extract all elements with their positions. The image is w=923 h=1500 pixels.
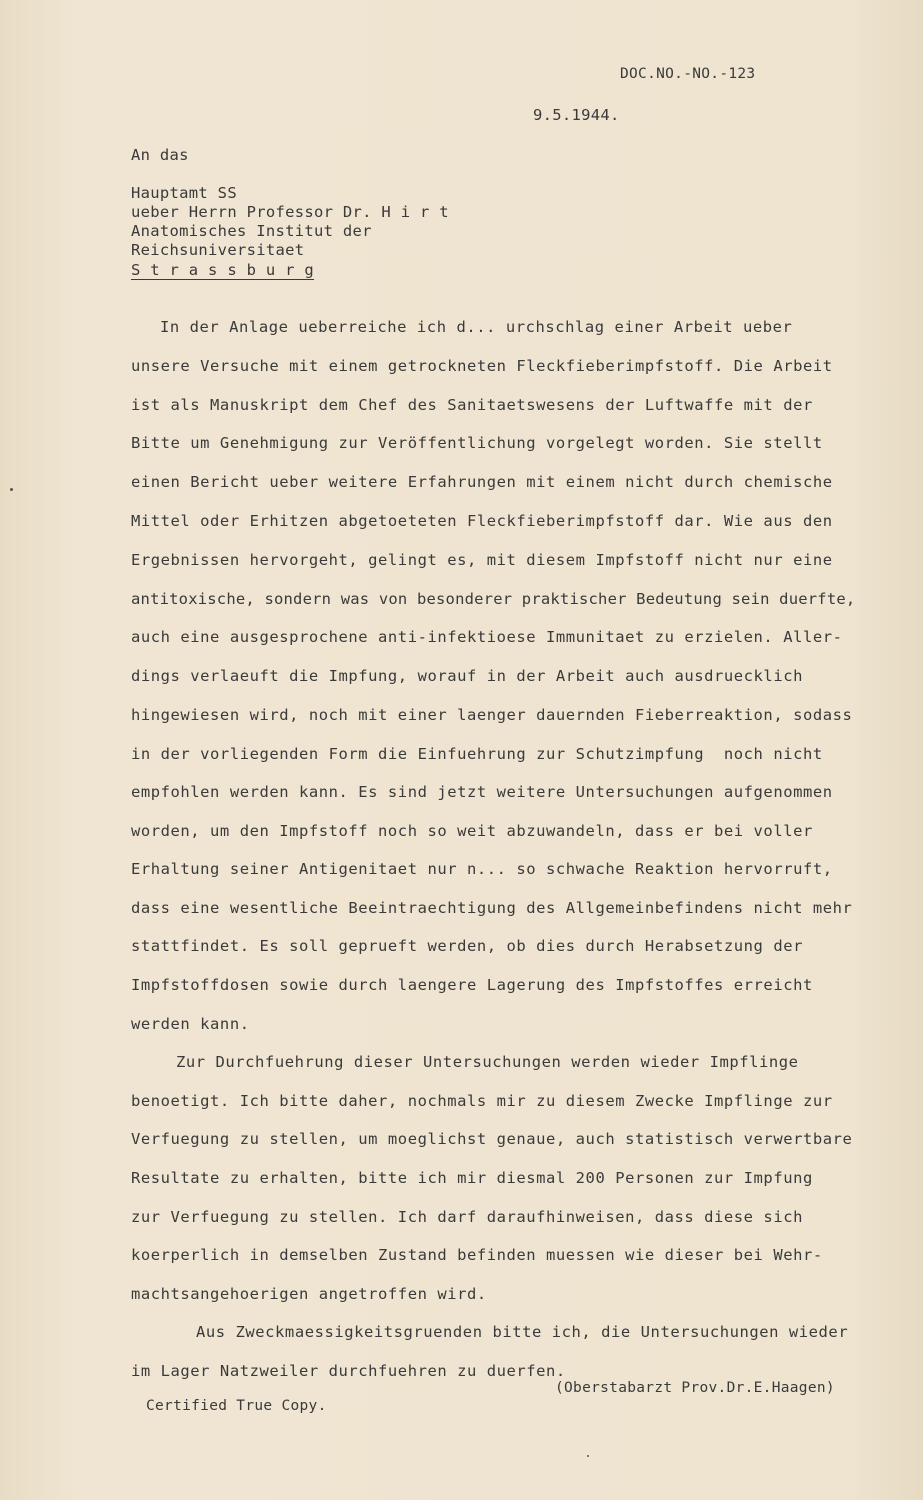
paragraph-line: antitoxische, sondern was von besonderer praktischer Bedeutung sein duerfte,: [131, 590, 856, 608]
paragraph-line: dings verlaeuft die Impfung, worauf in der Arbeit auch ausdruecklich: [131, 667, 803, 685]
paragraph-line: Aus Zweckmaessigkeitsgruenden bitte ich, die Untersuchungen wieder: [196, 1323, 849, 1341]
address-salutation: An das: [131, 146, 189, 164]
paragraph-line: zur Verfuegung zu stellen. Ich darf daraufhinweisen, dass diese sich: [131, 1208, 803, 1226]
paragraph-line: In der Anlage ueberreiche ich d... urchschlag einer Arbeit ueber: [160, 318, 793, 336]
paragraph-line: Verfuegung zu stellen, um moeglichst genaue, auch statistisch verwertbare: [131, 1130, 853, 1148]
paragraph-line: Mittel oder Erhitzen abgetoeteten Fleckfieberimpfstoff dar. Wie aus den: [131, 512, 833, 530]
paper-speck: [587, 1455, 589, 1457]
address-line: ueber Herrn Professor Dr. H i r t: [131, 203, 449, 221]
letter-date: 9.5.1944.: [533, 106, 620, 124]
address-city: S t r a s s b u r g: [131, 261, 315, 279]
certification-note: Certified True Copy.: [146, 1398, 327, 1414]
paragraph-line: worden, um den Impfstoff noch so weit abzuwandeln, dass er bei voller: [131, 822, 813, 840]
address-line: Hauptamt SS: [131, 184, 237, 202]
paragraph-line: benoetigt. Ich bitte daher, nochmals mir zu diesem Zwecke Impflinge zur: [131, 1092, 833, 1110]
paragraph-line: Bitte um Genehmigung zur Veröffentlichung vorgelegt worden. Sie stellt: [131, 434, 823, 452]
address-line: Reichsuniversitaet: [131, 241, 305, 259]
paragraph-line: stattfindet. Es soll geprueft werden, ob dies durch Herabsetzung der: [131, 937, 803, 955]
paragraph-line: in der vorliegenden Form die Einfuehrung zur Schutzimpfung noch nicht: [131, 745, 823, 763]
paragraph-line: empfohlen werden kann. Es sind jetzt weitere Untersuchungen aufgenommen: [131, 783, 833, 801]
paragraph-line: Erhaltung seiner Antigenitaet nur n... so schwache Reaktion hervorruft,: [131, 860, 833, 878]
paragraph-line: hingewiesen wird, noch mit einer laenger dauernden Fieberreaktion, sodass: [131, 706, 853, 724]
document-number: DOC.NO.-NO.-123: [620, 66, 756, 82]
paragraph-line: ist als Manuskript dem Chef des Sanitaetswesens der Luftwaffe mit der: [131, 396, 813, 414]
paragraph-line: Zur Durchfuehrung dieser Untersuchungen werden wieder Impflinge: [176, 1053, 799, 1071]
paragraph-line: unsere Versuche mit einem getrockneten Fleckfieberimpfstoff. Die Arbeit: [131, 357, 833, 375]
paragraph-line: auch eine ausgesprochene anti-infektioese Immunitaet zu erzielen. Aller-: [131, 628, 843, 646]
paragraph-line: Ergebnissen hervorgeht, gelingt es, mit diesem Impfstoff nicht nur eine: [131, 551, 833, 569]
paragraph-line: im Lager Natzweiler durchfuehren zu duerfen.: [131, 1362, 566, 1380]
address-line: Anatomisches Institut der: [131, 222, 372, 240]
paragraph-line: machtsangehoerigen angetroffen wird.: [131, 1285, 487, 1303]
paper-speck: [10, 488, 13, 491]
paragraph-line: dass eine wesentliche Beeintraechtigung des Allgemeinbefindens nicht mehr: [131, 899, 853, 917]
paragraph-line: Impfstoffdosen sowie durch laengere Lagerung des Impfstoffes erreicht: [131, 976, 813, 994]
signature: (Oberstabarzt Prov.Dr.E.Haagen): [555, 1380, 835, 1396]
paragraph-line: koerperlich in demselben Zustand befinden muessen wie dieser bei Wehr-: [131, 1246, 823, 1264]
paragraph-line: werden kann.: [131, 1015, 250, 1033]
paragraph-line: Resultate zu erhalten, bitte ich mir diesmal 200 Personen zur Impfung: [131, 1169, 813, 1187]
paragraph-line: einen Bericht ueber weitere Erfahrungen mit einem nicht durch chemische: [131, 473, 833, 491]
